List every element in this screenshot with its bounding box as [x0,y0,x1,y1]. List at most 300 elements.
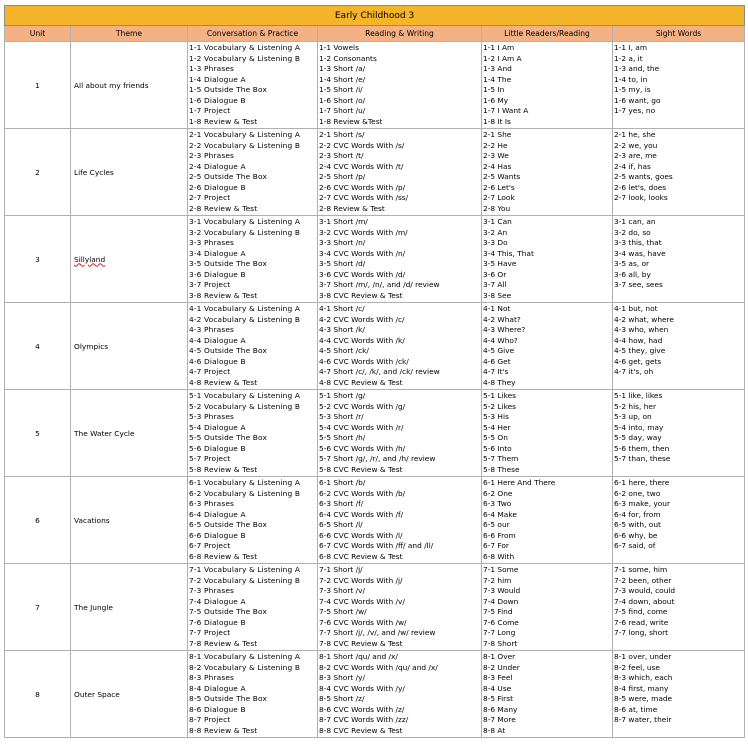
little-reader-item: 2-6 Let's [483,182,515,192]
header-reading: Reading & Writing [318,26,482,42]
sight-word-item: 7-5 find, come [614,607,668,616]
reading-item: 4-2 CVC Words With /c/ [319,314,405,324]
sight-word-item: 8-5 were, made [614,694,673,703]
unit-number: 8 [5,651,71,738]
reading-item: 2-5 Short /p/ [319,172,366,181]
conversation-item: 3-1 Vocabulary & Listening A [189,217,301,226]
sight-word-item: 4-6 get, gets [614,356,662,366]
little-reader-item: 7-1 Some [483,565,519,574]
little-reader-item: 2-7 Look [483,193,515,202]
sight-word-item: 7-2 been, other [614,575,672,585]
reading-item: 5-5 Short /h/ [319,433,366,442]
little-reader-item: 5-6 Into [483,443,512,453]
sight-cell [613,390,745,477]
reading-item: 3-1 Short /m/ [319,217,368,226]
little-reader-item: 2-5 Wants [483,172,521,181]
reading-item: 6-3 Short /f/ [319,499,364,508]
little-reader-item: 8-1 Over [483,652,516,661]
little-reader-item: 4-1 Not [483,304,511,313]
readers-cell [482,42,613,129]
conversation-cell [188,216,318,303]
sight-word-item: 5-2 his, her [614,401,656,411]
reading-item: 5-6 CVC Words With /h/ [319,443,406,453]
readers-cell [482,651,613,738]
reading-item: 8-5 Short /z/ [319,694,365,703]
unit-number: 5 [5,390,71,477]
reading-item: 8-3 Short /y/ [319,673,365,682]
conversation-item: 2-1 Vocabulary & Listening A [189,130,301,139]
reading-item: 5-2 CVC Words With /g/ [319,401,406,411]
sight-word-item: 3-4 was, have [614,248,666,258]
theme-label: The Water Cycle [74,428,135,438]
conversation-item: 8-1 Vocabulary & Listening A [189,652,301,661]
reading-item: 2-7 CVC Words With /ss/ [319,193,409,202]
reading-cell [318,129,482,216]
sight-word-item: 2-1 he, she [614,130,656,139]
readers-cell [482,564,613,651]
reading-cell [318,216,482,303]
reading-item: 1-6 Short /o/ [319,95,366,105]
sight-word-item: 7-7 long, short [614,628,669,637]
conversation-item: 2-6 Dialogue B [189,182,246,192]
reading-cell [318,651,482,738]
little-reader-item: 4-8 They [483,377,516,387]
conversation-item: 3-5 Outside The Box [189,259,267,268]
sight-word-item: 4-5 they, give [614,346,666,355]
sight-word-item: 8-6 at, time [614,704,658,714]
curriculum-sheet [4,5,744,738]
reading-item: 4-7 Short /c/, /k/, and /ck/ review [319,367,440,376]
unit-theme [71,42,188,129]
little-reader-item: 6-7 For [483,541,509,550]
sight-word-item: 3-7 see, sees [614,280,663,289]
theme-label: The Jungle [74,602,113,612]
little-reader-item: 8-4 Use [483,683,512,693]
reading-item: 5-8 CVC Review & Test [319,464,403,474]
reading-item: 2-4 CVC Words With /t/ [319,161,404,171]
sight-word-item: 6-2 one, two [614,488,661,498]
little-reader-item: 8-3 Feel [483,673,513,682]
reading-item: 4-3 Short /k/ [319,325,365,334]
reading-item: 1-8 Review &Test [319,116,383,126]
reading-item: 3-8 CVC Review & Test [319,290,403,300]
unit-theme [71,477,188,564]
little-reader-item: 8-8 At [483,725,506,735]
conversation-cell [188,42,318,129]
theme-label: Olympics [74,341,109,351]
little-reader-item: 2-3 We [483,151,509,160]
sight-word-item: 3-3 this, that [614,238,662,247]
theme-label: Sillyland [74,254,106,264]
reading-item: 3-2 CVC Words With /m/ [319,227,408,237]
reading-item: 3-5 Short /d/ [319,259,366,268]
header-theme: Theme [71,26,188,42]
reading-item: 1-2 Consonants [319,53,377,63]
reading-item: 8-6 CVC Words With /z/ [319,704,405,714]
unit-theme [71,303,188,390]
little-reader-item: 1-4 The [483,74,512,84]
little-reader-item: 2-4 Has [483,161,512,171]
reading-cell [318,477,482,564]
reading-item: 2-3 Short /t/ [319,151,364,160]
sight-word-item: 8-1 over, under [614,652,672,661]
reading-cell [318,564,482,651]
little-reader-item: 3-8 See [483,290,512,300]
conversation-cell [188,651,318,738]
conversation-item: 4-2 Vocabulary & Listening B [189,314,301,324]
conversation-item: 4-6 Dialogue B [189,356,246,366]
conversation-item: 3-7 Project [189,280,231,289]
sight-cell [613,303,745,390]
sight-word-item: 7-4 down, about [614,596,675,606]
reading-item: 8-8 CVC Review & Test [319,725,403,735]
theme-label: Life Cycles [74,167,114,177]
conversation-item: 2-3 Phrases [189,151,235,160]
unit-theme [71,651,188,738]
little-reader-item: 3-3 Do [483,238,508,247]
unit-number: 3 [5,216,71,303]
conversation-item: 1-5 Outside The Box [189,85,267,94]
sight-cell [613,42,745,129]
table-row [5,564,745,651]
little-reader-item: 7-2 him [483,575,512,585]
reading-item: 6-6 CVC Words With /l/ [319,530,403,540]
reading-item: 7-6 CVC Words With /w/ [319,617,407,627]
reading-item: 6-7 CVC Words With /ff/ and /ll/ [319,541,434,550]
reading-item: 4-5 Short /ck/ [319,346,369,355]
sight-word-item: 2-5 wants, goes [614,172,673,181]
little-reader-item: 1-7 I Want A [483,106,529,115]
sight-word-item: 7-6 read, write [614,617,669,627]
theme-label: Vacations [74,515,110,525]
conversation-item: 4-4 Dialogue A [189,335,246,345]
reading-item: 7-2 CVC Words With /j/ [319,575,403,585]
conversation-item: 2-2 Vocabulary & Listening B [189,140,301,150]
little-reader-item: 5-2 Likes [483,401,517,411]
conversation-item: 8-6 Dialogue B [189,704,246,714]
conversation-item: 4-7 Project [189,367,231,376]
conversation-item: 3-8 Review & Test [189,290,258,300]
conversation-item: 4-8 Review & Test [189,377,258,387]
little-reader-item: 7-8 Short [483,638,518,648]
theme-label: All about my friends [74,80,149,90]
sight-word-item: 5-5 day, way [614,433,662,442]
little-reader-item: 7-7 Long [483,628,516,637]
conversation-item: 3-2 Vocabulary & Listening B [189,227,301,237]
reading-item: 6-5 Short /l/ [319,520,363,529]
sight-word-item: 7-1 some, him [614,565,668,574]
reading-item: 1-3 Short /a/ [319,64,366,73]
little-reader-item: 2-8 You [483,203,511,213]
little-reader-item: 8-7 More [483,715,516,724]
sight-word-item: 2-7 look, looks [614,193,668,202]
conversation-item: 8-8 Review & Test [189,725,258,735]
sight-cell [613,216,745,303]
table-body [5,42,745,738]
sight-word-item: 1-6 want, go [614,95,661,105]
sight-word-item: 5-7 than, these [614,454,671,463]
sight-word-item: 3-6 all, by [614,269,651,279]
readers-cell [482,390,613,477]
little-reader-item: 7-5 Find [483,607,513,616]
reading-item: 1-7 Short /u/ [319,106,366,115]
sight-word-item: 5-1 like, likes [614,391,663,400]
sight-cell [613,129,745,216]
conversation-item: 5-8 Review & Test [189,464,258,474]
sight-word-item: 6-4 for, from [614,509,661,519]
conversation-item: 6-6 Dialogue B [189,530,246,540]
sight-word-item: 4-1 but, not [614,304,658,313]
conversation-item: 3-4 Dialogue A [189,248,246,258]
little-reader-item: 7-4 Down [483,596,519,606]
reading-item: 3-7 Short /m/, /n/, and /d/ review [319,280,440,289]
reading-item: 5-7 Short /g/, /r/, and /h/ review [319,454,436,463]
conversation-item: 3-3 Phrases [189,238,235,247]
conversation-item: 7-8 Review & Test [189,638,258,648]
conversation-item: 7-2 Vocabulary & Listening B [189,575,301,585]
conversation-cell [188,390,318,477]
conversation-item: 4-1 Vocabulary & Listening A [189,304,301,313]
little-reader-item: 8-5 First [483,694,513,703]
table-row [5,216,745,303]
reading-item: 4-1 Short /c/ [319,304,365,313]
reading-item: 7-5 Short /w/ [319,607,367,616]
sight-word-item: 1-2 a, it [614,53,643,63]
sight-word-item: 5-6 them, then [614,443,670,453]
conversation-item: 8-3 Phrases [189,673,235,682]
curriculum-table [4,5,745,738]
reading-item: 7-4 CVC Words With /v/ [319,596,405,606]
conversation-item: 5-2 Vocabulary & Listening B [189,401,301,411]
reading-item: 2-8 Review & Test [319,203,385,213]
little-reader-item: 1-8 It Is [483,116,511,126]
conversation-cell [188,564,318,651]
conversation-item: 1-1 Vocabulary & Listening A [189,43,301,52]
reading-item: 5-4 CVC Words With /r/ [319,422,404,432]
sight-word-item: 6-3 make, your [614,499,671,508]
header-conversation: Conversation & Practice [188,26,318,42]
conversation-item: 5-7 Project [189,454,231,463]
little-reader-item: 1-2 I Am A [483,53,522,63]
reading-item: 5-3 Short /r/ [319,412,364,421]
conversation-cell [188,303,318,390]
little-reader-item: 7-6 Come [483,617,519,627]
reading-item: 4-4 CVC Words With /k/ [319,335,405,345]
reading-item: 1-4 Short /e/ [319,74,366,84]
theme-label: Outer Space [74,689,120,699]
sight-word-item: 5-4 into, may [614,422,664,432]
reading-item: 2-6 CVC Words With /p/ [319,182,406,192]
reading-item: 7-1 Short /j/ [319,565,363,574]
reading-item: 7-3 Short /v/ [319,586,365,595]
reading-item: 4-6 CVC Words With /ck/ [319,356,409,366]
sight-word-item: 1-4 to, in [614,74,648,84]
conversation-item: 5-4 Dialogue A [189,422,246,432]
reading-item: 5-1 Short /g/ [319,391,366,400]
sight-word-item: 4-3 who, when [614,325,669,334]
conversation-item: 7-7 Project [189,628,231,637]
conversation-item: 1-7 Project [189,106,231,115]
conversation-item: 2-7 Project [189,193,231,202]
little-reader-item: 5-1 Likes [483,391,517,400]
unit-number: 7 [5,564,71,651]
sight-word-item: 8-4 first, many [614,683,669,693]
sight-word-item: 4-4 how, had [614,335,663,345]
conversation-item: 7-6 Dialogue B [189,617,246,627]
little-reader-item: 6-3 Two [483,499,512,508]
conversation-cell [188,129,318,216]
reading-item: 6-1 Short /b/ [319,478,366,487]
little-reader-item: 1-3 And [483,64,512,73]
unit-number: 6 [5,477,71,564]
conversation-item: 3-6 Dialogue B [189,269,246,279]
reading-item: 1-1 Vowels [319,43,359,52]
reading-item: 2-2 CVC Words With /s/ [319,140,405,150]
sight-word-item: 3-5 as, or [614,259,650,268]
table-row [5,42,745,129]
header-unit: Unit [5,26,71,42]
reading-item: 1-5 Short /i/ [319,85,363,94]
little-reader-item: 7-3 Would [483,586,521,595]
conversation-item: 6-3 Phrases [189,499,235,508]
sight-cell [613,564,745,651]
conversation-item: 5-1 Vocabulary & Listening A [189,391,301,400]
sight-word-item: 4-7 it's, oh [614,367,654,376]
reading-item: 3-3 Short /n/ [319,238,366,247]
little-reader-item: 5-8 These [483,464,520,474]
reading-item: 8-1 Short /qu/ and /x/ [319,652,398,661]
readers-cell [482,477,613,564]
conversation-item: 4-3 Phrases [189,325,235,334]
reading-cell [318,303,482,390]
conversation-item: 6-5 Outside The Box [189,520,267,529]
sight-word-item: 6-6 why, be [614,530,658,540]
little-reader-item: 4-7 It's [483,367,509,376]
conversation-cell [188,477,318,564]
conversation-item: 1-8 Review & Test [189,116,258,126]
little-reader-item: 5-4 Her [483,422,511,432]
sight-word-item: 7-3 would, could [614,586,676,595]
readers-cell [482,303,613,390]
conversation-item: 6-4 Dialogue A [189,509,246,519]
header-row [5,26,745,42]
sight-word-item: 8-7 water, their [614,715,672,724]
reading-item: 7-8 CVC Review & Test [319,638,403,648]
sight-word-item: 5-3 up, on [614,412,652,421]
reading-item: 8-2 CVC Words With /qu/ and /x/ [319,662,438,672]
conversation-item: 6-1 Vocabulary & Listening A [189,478,301,487]
conversation-item: 6-2 Vocabulary & Listening B [189,488,301,498]
sight-word-item: 2-2 we, you [614,140,658,150]
little-reader-item: 5-7 Them [483,454,519,463]
reading-item: 6-4 CVC Words With /f/ [319,509,404,519]
sight-word-item: 1-1 I, am [614,43,648,52]
reading-item: 4-8 CVC Review & Test [319,377,403,387]
little-reader-item: 1-1 I Am [483,43,515,52]
little-reader-item: 2-1 She [483,130,512,139]
sheet-title: Early Childhood 3 [5,6,745,26]
sight-word-item: 6-7 said, of [614,541,656,550]
unit-theme [71,129,188,216]
readers-cell [482,216,613,303]
table-row [5,651,745,738]
conversation-item: 2-4 Dialogue A [189,161,246,171]
header-little-readers: Little Readers/Reading [482,26,613,42]
conversation-item: 6-8 Review & Test [189,551,258,561]
unit-theme [71,390,188,477]
reading-item: 6-8 CVC Review & Test [319,551,403,561]
little-reader-item: 6-6 From [483,530,516,540]
sight-word-item: 3-1 can, an [614,217,656,226]
reading-item: 8-4 CVC Words With /y/ [319,683,405,693]
conversation-item: 5-5 Outside The Box [189,433,267,442]
reading-item: 7-7 Short /j/, /v/, and /w/ review [319,628,436,637]
conversation-item: 7-4 Dialogue A [189,596,246,606]
unit-number: 4 [5,303,71,390]
reading-item: 3-4 CVC Words With /n/ [319,248,406,258]
sight-word-item: 2-4 if, has [614,161,651,171]
conversation-item: 1-2 Vocabulary & Listening B [189,53,301,63]
sight-word-item: 4-2 what, where [614,314,674,324]
little-reader-item: 6-8 With [483,551,515,561]
reading-item: 8-7 CVC Words With /zz/ [319,715,409,724]
conversation-item: 7-1 Vocabulary & Listening A [189,565,301,574]
little-reader-item: 8-2 Under [483,662,520,672]
reading-item: 6-2 CVC Words With /b/ [319,488,406,498]
little-reader-item: 6-4 Make [483,509,517,519]
little-reader-item: 3-2 An [483,227,508,237]
conversation-item: 1-4 Dialogue A [189,74,246,84]
conversation-item: 8-5 Outside The Box [189,694,267,703]
conversation-item: 5-3 Phrases [189,412,235,421]
little-reader-item: 3-6 Or [483,269,507,279]
sight-word-item: 1-7 yes, no [614,106,656,115]
unit-theme [71,564,188,651]
little-reader-item: 3-5 Have [483,259,517,268]
sight-word-item: 2-6 let's, does [614,182,667,192]
readers-cell [482,129,613,216]
sight-word-item: 6-1 here, there [614,478,670,487]
table-row [5,303,745,390]
sight-cell [613,651,745,738]
little-reader-item: 3-4 This, That [483,248,534,258]
little-reader-item: 4-2 What? [483,314,521,324]
reading-cell [318,390,482,477]
reading-item: 2-1 Short /s/ [319,130,365,139]
unit-number: 2 [5,129,71,216]
sight-cell [613,477,745,564]
sight-word-item: 3-2 do, so [614,227,651,237]
conversation-item: 7-5 Outside The Box [189,607,267,616]
header-sight-words: Sight Words [613,26,745,42]
sight-word-item: 8-3 which, each [614,673,673,682]
conversation-item: 2-5 Outside The Box [189,172,267,181]
little-reader-item: 1-6 My [483,95,509,105]
conversation-item: 8-4 Dialogue A [189,683,246,693]
conversation-item: 6-7 Project [189,541,231,550]
sight-word-item: 8-2 feel, use [614,662,660,672]
conversation-item: 5-6 Dialogue B [189,443,246,453]
little-reader-item: 5-5 On [483,433,508,442]
little-reader-item: 1-5 In [483,85,505,94]
conversation-item: 7-3 Phrases [189,586,235,595]
conversation-item: 8-7 Project [189,715,231,724]
little-reader-item: 6-1 Here And There [483,478,556,487]
conversation-item: 1-3 Phrases [189,64,235,73]
conversation-item: 4-5 Outside The Box [189,346,267,355]
little-reader-item: 4-4 Who? [483,335,518,345]
little-reader-item: 4-3 Where? [483,325,526,334]
